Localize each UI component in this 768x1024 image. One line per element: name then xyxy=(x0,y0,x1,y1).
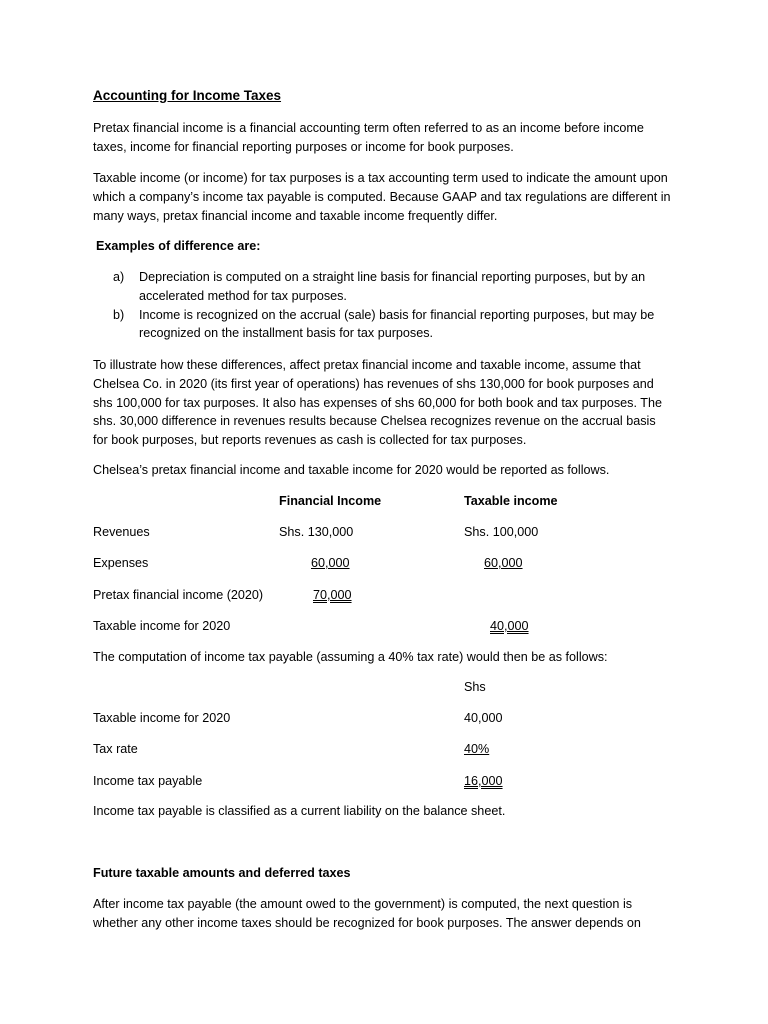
row-label-expenses: Expenses xyxy=(93,556,149,570)
expenses-taxable-value: 60,000 xyxy=(484,556,523,570)
list-item-text: Depreciation is computed on a straight line basis for financial reporting purposes, but by an accelerated method for tax purposes. xyxy=(139,270,646,303)
revenues-financial-value: Shs. 130,000 xyxy=(279,525,354,539)
paragraph-taxable-definition: Taxable income (or income) for tax purposes is a tax accounting term used to indicate the amount upon which a company’s income tax payable is computed. Because GAAP and tax regulations are different in many ways, pretax financial income and taxable income frequently differ. xyxy=(93,171,671,223)
paragraph-pretax-definition: Pretax financial income is a financial accounting term often referred to as an income before income taxes, income for financial reporting purposes or income for book purposes. xyxy=(93,121,644,154)
list-item xyxy=(113,268,673,306)
examples-list xyxy=(113,268,673,343)
examples-heading: Examples of difference are: xyxy=(96,239,261,253)
revenues-taxable-value: Shs. 100,000 xyxy=(464,525,539,539)
list-marker: b) xyxy=(113,307,125,322)
row-label-tax-rate: Tax rate xyxy=(93,742,138,756)
tax-rate-value: 40% xyxy=(464,742,490,756)
pretax-financial-value: 70,000 xyxy=(313,588,352,602)
row-label-taxable-income-2020: Taxable income for 2020 xyxy=(93,711,231,725)
paragraph-deferred-intro: After income tax payable (the amount owed to the government) is computed, the next question is whether any other income taxes should be recognized for book purposes. The answer depends on xyxy=(93,897,641,930)
column-header-taxable-income: Taxable income xyxy=(464,494,558,508)
list-item xyxy=(113,306,673,344)
list-item-text: Income is recognized on the accrual (sale) basis for financial reporting purposes, but may be recognized on the installment basis for tax purposes. xyxy=(139,307,655,341)
row-label-pretax-income: Pretax financial income (2020) xyxy=(93,588,264,602)
paragraph-illustration: To illustrate how these differences, affect pretax financial income and taxable income, assume that Chelsea Co. in 2020 (its first year of operations) has revenues of shs 130,000 for book purposes and shs 100,000 for tax purposes. It also has expenses of shs 60,000 for both book and tax purposes. The shs. 30,000 difference in revenues results because Chelsea recognizes revenue on the accrual basis for book purposes, but reports revenues as cash is collected for tax purposes. xyxy=(93,358,662,448)
row-label-revenues: Revenues xyxy=(93,525,150,539)
expenses-financial-value: 60,000 xyxy=(311,556,350,570)
column-header-financial-income: Financial Income xyxy=(279,494,382,508)
income-tax-payable-value: 16,000 xyxy=(464,774,503,788)
page-title: Accounting for Income Taxes xyxy=(93,88,282,103)
paragraph-reported-as-follows: Chelsea’s pretax financial income and taxable income for 2020 would be reported as follows. xyxy=(93,463,610,477)
taxable-income-2020-value: 40,000 xyxy=(464,711,503,725)
paragraph-computation: The computation of income tax payable (assuming a 40% tax rate) would then be as follows: xyxy=(93,650,608,664)
row-label-income-tax-payable: Income tax payable xyxy=(93,774,203,788)
list-marker: a) xyxy=(113,270,125,284)
taxable-income-value: 40,000 xyxy=(490,619,529,633)
paragraph-current-liability: Income tax payable is classified as a current liability on the balance sheet. xyxy=(93,804,506,818)
row-label-taxable-income: Taxable income for 2020 xyxy=(93,619,231,633)
column-header-shs: Shs xyxy=(464,680,486,694)
section-heading-deferred-taxes: Future taxable amounts and deferred taxes xyxy=(93,866,351,880)
